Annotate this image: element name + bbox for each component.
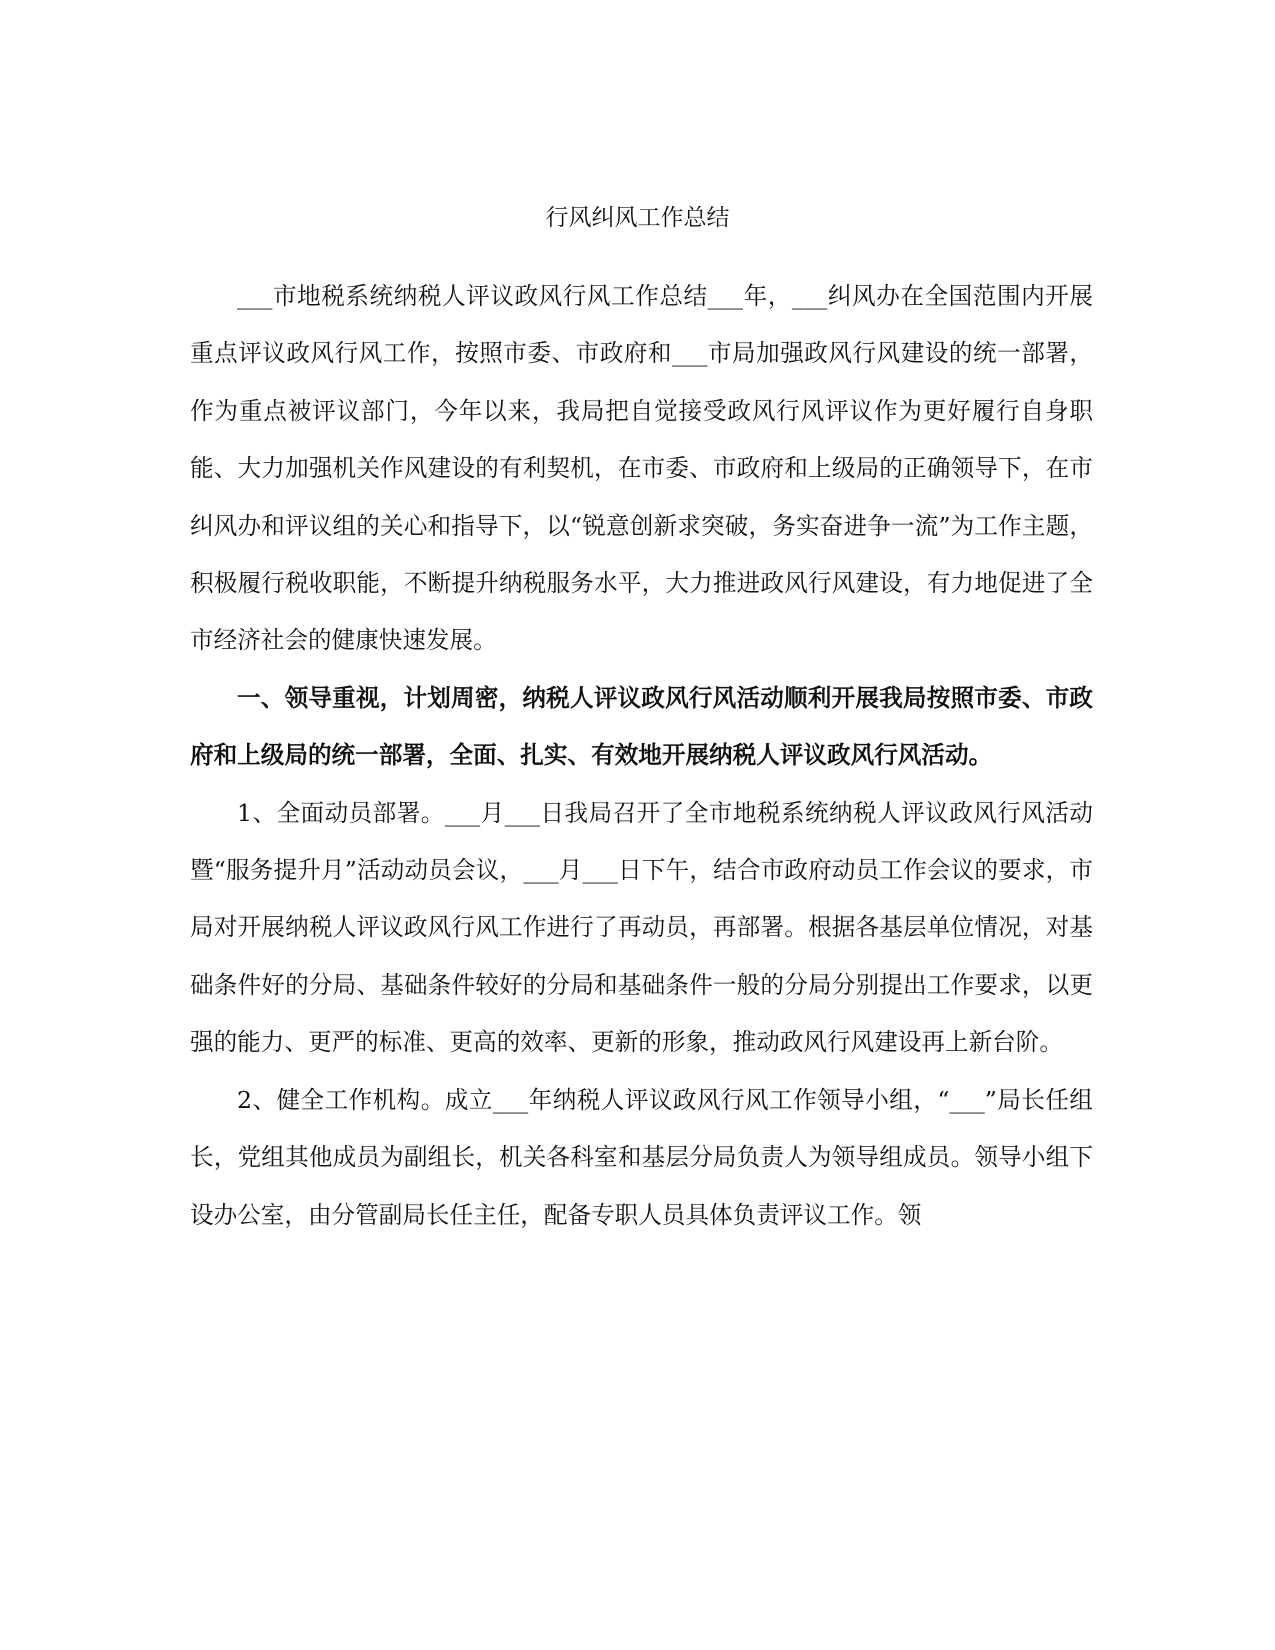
document-body <box>190 268 1093 1244</box>
paragraph-item-1: 1、全面动员部署。___月___日我局召开了全市地税系统纳税人评议政风行风活动暨“服务提升月”活动动员会议，___月___日下午，结合市政府动员工作会议的要求，市局对开展纳税人评议政风行风工作进行了再动员，再部署。根据各基层单位情况，对基础条件好的分局、基础条件较好的分局和基础条件一般的分局分别提出工作要求，以更强的能力、更严的标准、更高的效率、更新的形象，推动政风行风建设再上新台阶。 <box>190 798 1093 1057</box>
paragraph-intro: ___市地税系统纳税人评议政风行风工作总结___年，___纠风办在全国范围内开展重点评议政风行风工作，按照市委、市政府和___市局加强政风行风建设的统一部署，作为重点被评议部门，今年以来，我局把自觉接受政风行风评议作为更好履行自身职能、大力加强机关作风建设的有利契机，在市委、市政府和上级局的正确领导下，在市纠风办和评议组的关心和指导下，以“锐意创新求突破，务实奋进争一流”为工作主题，积极履行税收职能，不断提升纳税服务水平，大力推进政风行风建设，有力地促进了全市经济社会的健康快速发展。 <box>190 282 1093 655</box>
section-heading-1: 一、领导重视，计划周密，纳税人评议政风行风活动顺利开展我局按照市委、市政府和上级局的统一部署，全面、扎实、有效地开展纳税人评议政风行风活动。 <box>190 683 1093 770</box>
document-title: 行风纠风工作总结 <box>545 205 730 231</box>
paragraph-item-2: 2、健全工作机构。成立___年纳税人评议政风行风工作领导小组，“___”局长任组长，党组其他成员为副组长，机关各科室和基层分局负责人为领导组成员。领导小组下设办公室，由分管副局长任主任，配备专职人员具体负责评议工作。领 <box>190 1085 1093 1229</box>
